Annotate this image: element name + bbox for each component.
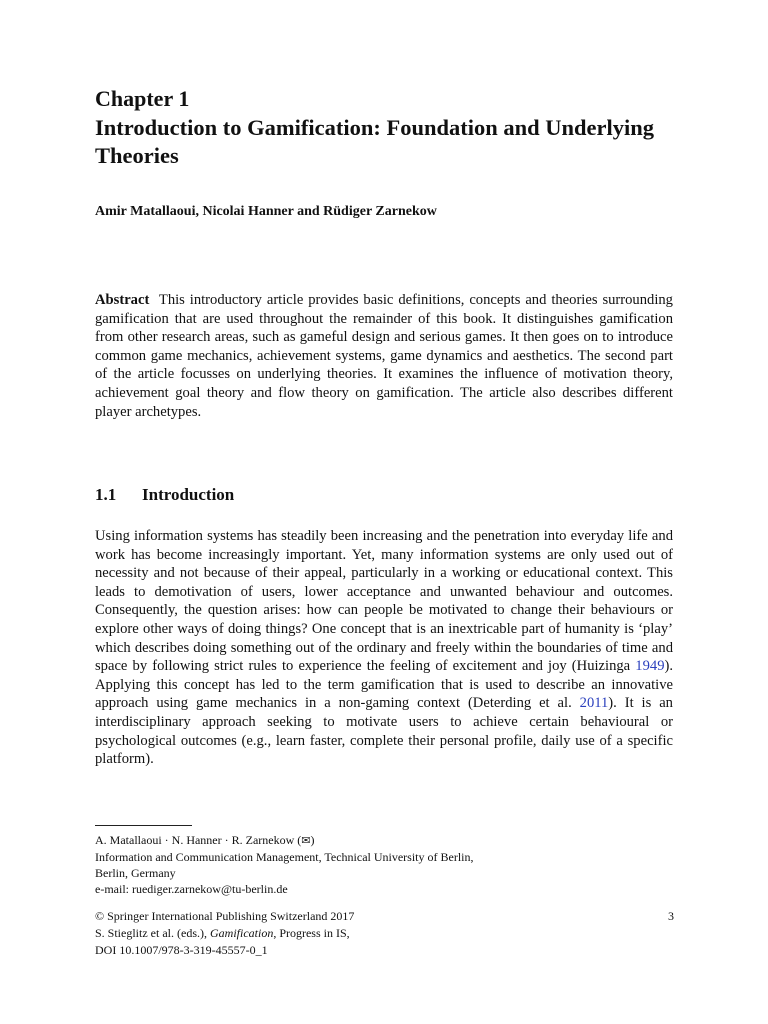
citation-link-huizinga[interactable]: 1949: [635, 658, 665, 675]
footnote-authors-end: ): [310, 833, 315, 847]
section-title: Introduction: [142, 485, 235, 504]
body-text-part1: Using information systems has steadily been increasing and the penetration into everyday life and work has become increasingly important. Yet, many information systems are only used out of necessity and not because of their appeal, particularly in a working or educational context. This leads to demotivation of users, lower acceptance and unwanted behaviour and outcomes. Consequently, the question arises: how can people be motivated to change their behaviours or explore other ways of doing things? One concept that is an inextricable part of humanity is ‘play’ which describes doing something out of the ordinary and freely within the boundaries of time and space by following strict rules to experience the feeling of excitement and joy (Huizinga: [95, 528, 673, 675]
envelope-icon: ✉: [301, 835, 311, 847]
abstract: [95, 291, 673, 421]
affiliation-line-2: Berlin, Germany: [95, 866, 176, 880]
copyright-line: © Springer International Publishing Switzerland 2017: [95, 909, 355, 923]
chapter-title: Introduction to Gamification: Foundation and Underlying Theories: [95, 115, 655, 168]
citation-line: [95, 925, 615, 942]
abstract-label: Abstract: [95, 292, 150, 308]
citation-book-title: Gamification: [209, 926, 274, 940]
citation-link-deterding[interactable]: 2011: [579, 695, 609, 712]
body-paragraph: [95, 527, 673, 769]
footnote-authors: A. Matallaoui · N. Hanner · R. Zarnekow (: [95, 833, 302, 847]
affiliation-line-1: Information and Communication Management, Technical University of Berlin,: [95, 850, 474, 864]
doi-line: DOI 10.1007/978-3-319-45557-0_1: [95, 943, 268, 957]
section-number: 1.1: [95, 485, 117, 504]
body-text-part3: ). It is an interdisciplinary approach seeking to motivate users to achieve certain behavioural or psychological outcomes (e.g., learn faster, complete their personal profile, daily use of a specific platform).: [95, 695, 673, 768]
author-footnote: [95, 832, 615, 897]
citation-prefix: S. Stieglitz et al. (eds.),: [95, 926, 210, 940]
footnote-authors-line: [95, 832, 615, 849]
section-heading: [95, 485, 234, 505]
abstract-text: This introductory article provides basic definitions, concepts and theories surrounding gamification that are used throughout the remainder of this book. It distinguishes gamification from other research areas, such as gameful design and serious games. It then goes on to introduce common game mechanics, achievement systems, game dynamics and aesthetics. The second part of the article focusses on underlying theories. It examines the influence of motivation theory, achievement goal theory and flow theory on gamification. The article also describes different player archetypes.: [95, 292, 673, 420]
email-line: e-mail: ruediger.zarnekow@tu-berlin.de: [95, 882, 288, 896]
page-number: 3: [668, 909, 674, 923]
footnote-divider: [95, 825, 192, 826]
chapter-label: Chapter 1: [95, 86, 190, 111]
body-text-part2: ). Applying this concept has led to the term gamification that is used to describe an innovative approach using game mechanics in a non-gaming context (Deterding et al.: [95, 658, 673, 712]
publication-info: [95, 908, 615, 959]
authors: Amir Matallaoui, Nicolai Hanner and Rüdiger Zarnekow: [95, 204, 437, 219]
citation-suffix: , Progress in IS,: [273, 926, 350, 940]
